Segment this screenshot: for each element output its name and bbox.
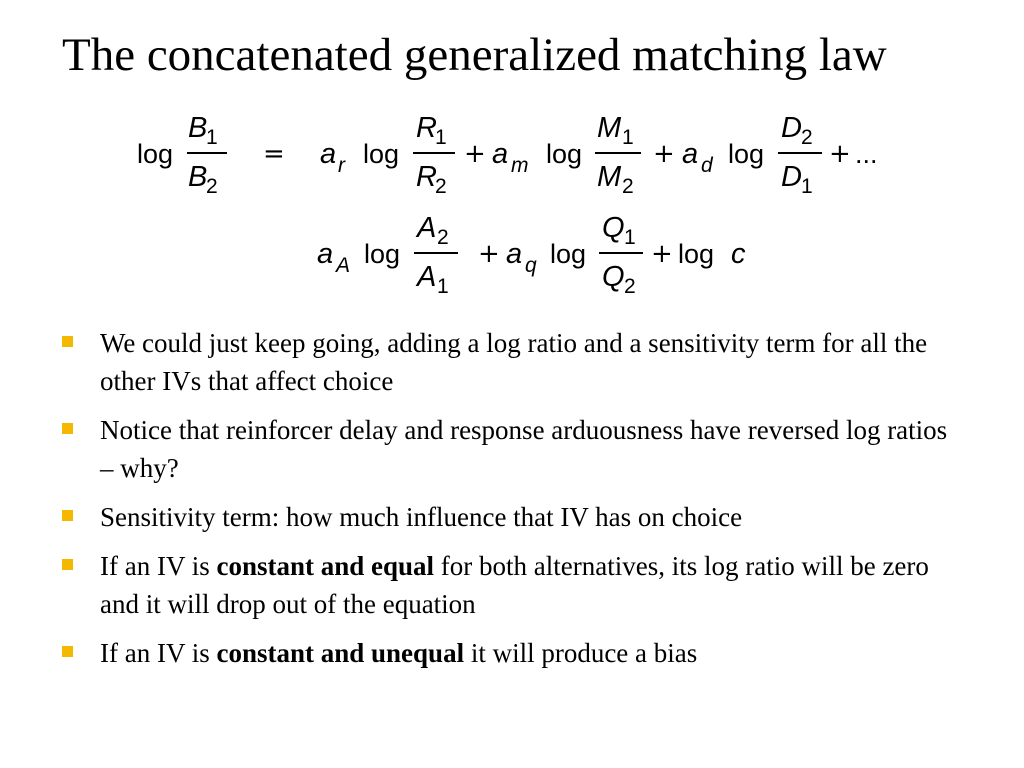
- numerator-A: A: [417, 212, 437, 244]
- bullet-item: [62, 634, 962, 672]
- bullet-text: Sensitivity term: how much influence that IV has on choice: [100, 502, 743, 532]
- bullet-text: [100, 638, 697, 668]
- bullet-item: [62, 498, 962, 536]
- coefficient-a: a: [317, 238, 334, 270]
- subscript-2: 2: [437, 226, 449, 249]
- bullet-text-part: it will produce a bias: [464, 638, 698, 668]
- emphasis-text: constant and equal: [216, 551, 435, 581]
- numerator-B: B: [188, 112, 208, 144]
- fraction-bar: [599, 252, 643, 254]
- numerator-Q: Q: [602, 212, 625, 244]
- denominator-B: B: [188, 161, 208, 193]
- log-operator: log: [678, 239, 715, 269]
- bullet-square-icon: [62, 423, 73, 434]
- denominator-M: M: [597, 161, 622, 193]
- plus-sign: +: [651, 239, 673, 269]
- bullet-item: [62, 324, 962, 400]
- coefficient-a: a: [682, 138, 699, 170]
- bullet-square-icon: [62, 646, 73, 657]
- subscript-2: 2: [206, 175, 218, 198]
- subscript-d: d: [701, 154, 713, 177]
- numerator-M: M: [597, 112, 622, 144]
- subscript-1: 1: [624, 226, 636, 249]
- numerator-D: D: [781, 112, 802, 144]
- subscript-1: 1: [801, 175, 813, 198]
- subscript-1: 1: [435, 126, 447, 149]
- subscript-q: q: [525, 254, 537, 277]
- log-operator: log: [364, 239, 401, 269]
- subscript-r: r: [338, 154, 345, 177]
- fraction-bar: [413, 152, 455, 154]
- fraction-bar: [595, 152, 641, 154]
- numerator-R: R: [416, 112, 437, 144]
- denominator-R: R: [416, 161, 437, 193]
- log-operator: log: [728, 139, 765, 169]
- subscript-2: 2: [624, 275, 636, 298]
- plus-sign: +: [653, 139, 675, 169]
- bullet-text: [100, 551, 929, 619]
- coefficient-a: a: [506, 238, 523, 270]
- denominator-D: D: [781, 161, 802, 193]
- log-operator: log: [546, 139, 583, 169]
- log-operator: log: [550, 239, 587, 269]
- subscript-m: m: [511, 154, 529, 177]
- fraction-bar: [778, 152, 822, 154]
- matching-law-equation: [0, 0, 1024, 320]
- log-operator: log: [363, 139, 400, 169]
- fraction-bar: [187, 152, 227, 154]
- bullet-item: [62, 411, 962, 487]
- slide-title: The concatenated generalized matching law: [62, 29, 887, 81]
- bias-constant-c: c: [731, 238, 746, 270]
- plus-sign: +: [478, 239, 500, 269]
- bullet-item: [62, 547, 962, 623]
- bullet-square-icon: [62, 510, 73, 521]
- bullet-text-part: If an IV is: [100, 551, 217, 581]
- plus-sign: +: [464, 139, 486, 169]
- denominator-Q: Q: [602, 261, 625, 293]
- bullet-text-part: If an IV is: [100, 638, 217, 668]
- subscript-1: 1: [437, 275, 449, 298]
- log-operator: log: [137, 139, 174, 169]
- bullet-text-part: for both alternatives, its log ratio will be zero and it will drop out of the equation: [100, 551, 929, 619]
- equals-sign: =: [263, 139, 285, 169]
- subscript-1: 1: [622, 126, 634, 149]
- subscript-2: 2: [801, 126, 813, 149]
- bullet-square-icon: [62, 559, 73, 570]
- denominator-A: A: [417, 261, 437, 293]
- subscript-2: 2: [622, 175, 634, 198]
- bullet-list: [62, 324, 962, 683]
- bullet-text: Notice that reinforcer delay and response arduousness have reversed log ratios – why?: [100, 415, 948, 483]
- coefficient-a: a: [492, 138, 509, 170]
- emphasis-text: constant and unequal: [216, 638, 465, 668]
- bullet-square-icon: [62, 336, 73, 347]
- plus-sign: +: [829, 139, 851, 169]
- subscript-A: A: [336, 254, 351, 277]
- subscript-2: 2: [435, 175, 447, 198]
- coefficient-a: a: [320, 138, 337, 170]
- bullet-text: We could just keep going, adding a log ratio and a sensitivity term for all the other IVs that affect choice: [100, 328, 928, 396]
- subscript-1: 1: [206, 126, 218, 149]
- fraction-bar: [414, 252, 458, 254]
- ellipsis: ...: [855, 139, 878, 169]
